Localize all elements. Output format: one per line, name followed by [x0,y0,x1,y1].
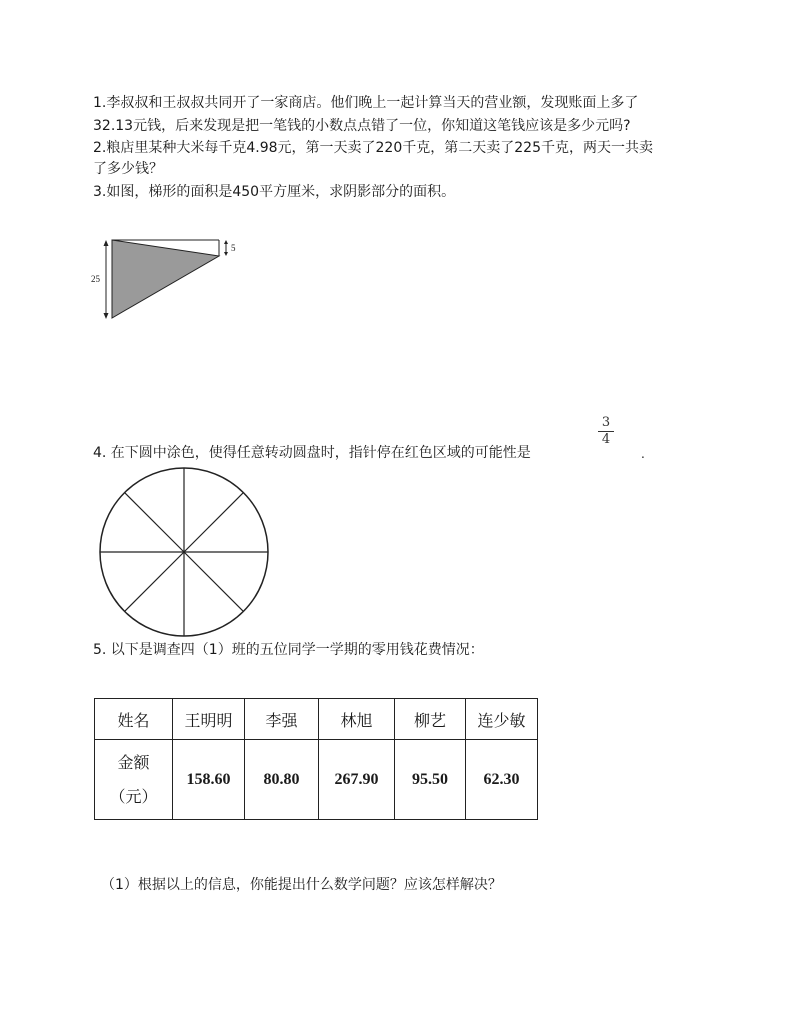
amount-label-line-2: （元） [109,786,158,806]
table-amount-cell: 80.80 [245,740,319,820]
question-1-line-2: 32.13元钱，后来发现是把一笔钱的小数点点错了一位，你知道这笔钱应该是多少元吗? [93,118,631,134]
table-header-row [95,699,538,740]
question-1-line-1: 1.李叔叔和王叔叔共同开了一家商店。他们晚上一起计算当天的营业额，发现账面上多了 [93,95,639,111]
table-name-cell: 林旭 [319,699,395,740]
table-name-cell: 李强 [245,699,319,740]
probability-fraction [598,416,614,447]
right-dimension-arrow-bottom [224,252,228,256]
table-amount-cell: 267.90 [319,740,395,820]
question-5-sub-1: （1）根据以上的信息，你能提出什么数学问题？应该怎样解决？ [101,877,502,893]
right-dimension-arrow-top [224,240,228,244]
table-name-cell: 王明明 [173,699,245,740]
spending-table [94,698,538,820]
spinner-spokes [100,468,268,636]
amount-label-cell [95,740,173,820]
question-4: 4. 在下圆中涂色，使得任意转动圆盘时，指针停在红色区域的可能性是 [93,445,531,461]
left-dimension-arrow-bottom [104,313,109,319]
shaded-triangle [112,240,219,318]
question-3: 3.如图，梯形的面积是450平方厘米，求阴影部分的面积。 [93,184,456,200]
left-dimension-arrow-top [104,240,109,246]
header-label-cell: 姓名 [95,699,173,740]
question-5: 5. 以下是调查四（1）班的五位同学一学期的零用钱花费情况： [93,642,484,658]
table-name-cell: 连少敏 [466,699,538,740]
question-4-period: . [641,447,645,461]
fraction-denominator: 4 [601,432,611,447]
question-2-line-2: 了多少钱？ [93,161,163,177]
table-amount-cell: 62.30 [466,740,538,820]
right-height-label: 5 [231,243,236,253]
spinner-circle[interactable] [98,466,270,638]
left-height-label: 25 [91,274,100,284]
table-name-cell: 柳艺 [395,699,466,740]
table-amount-row [95,740,538,820]
trapezoid-figure [88,232,248,327]
table-amount-cell: 95.50 [395,740,466,820]
fraction-numerator: 3 [601,415,611,430]
amount-label-line-1: 金额 [117,752,150,772]
table-amount-cell: 158.60 [173,740,245,820]
question-2-line-1: 2.粮店里某种大米每千克4.98元，第一天卖了220千克，第二天卖了225千克，两天一共卖 [93,140,653,156]
